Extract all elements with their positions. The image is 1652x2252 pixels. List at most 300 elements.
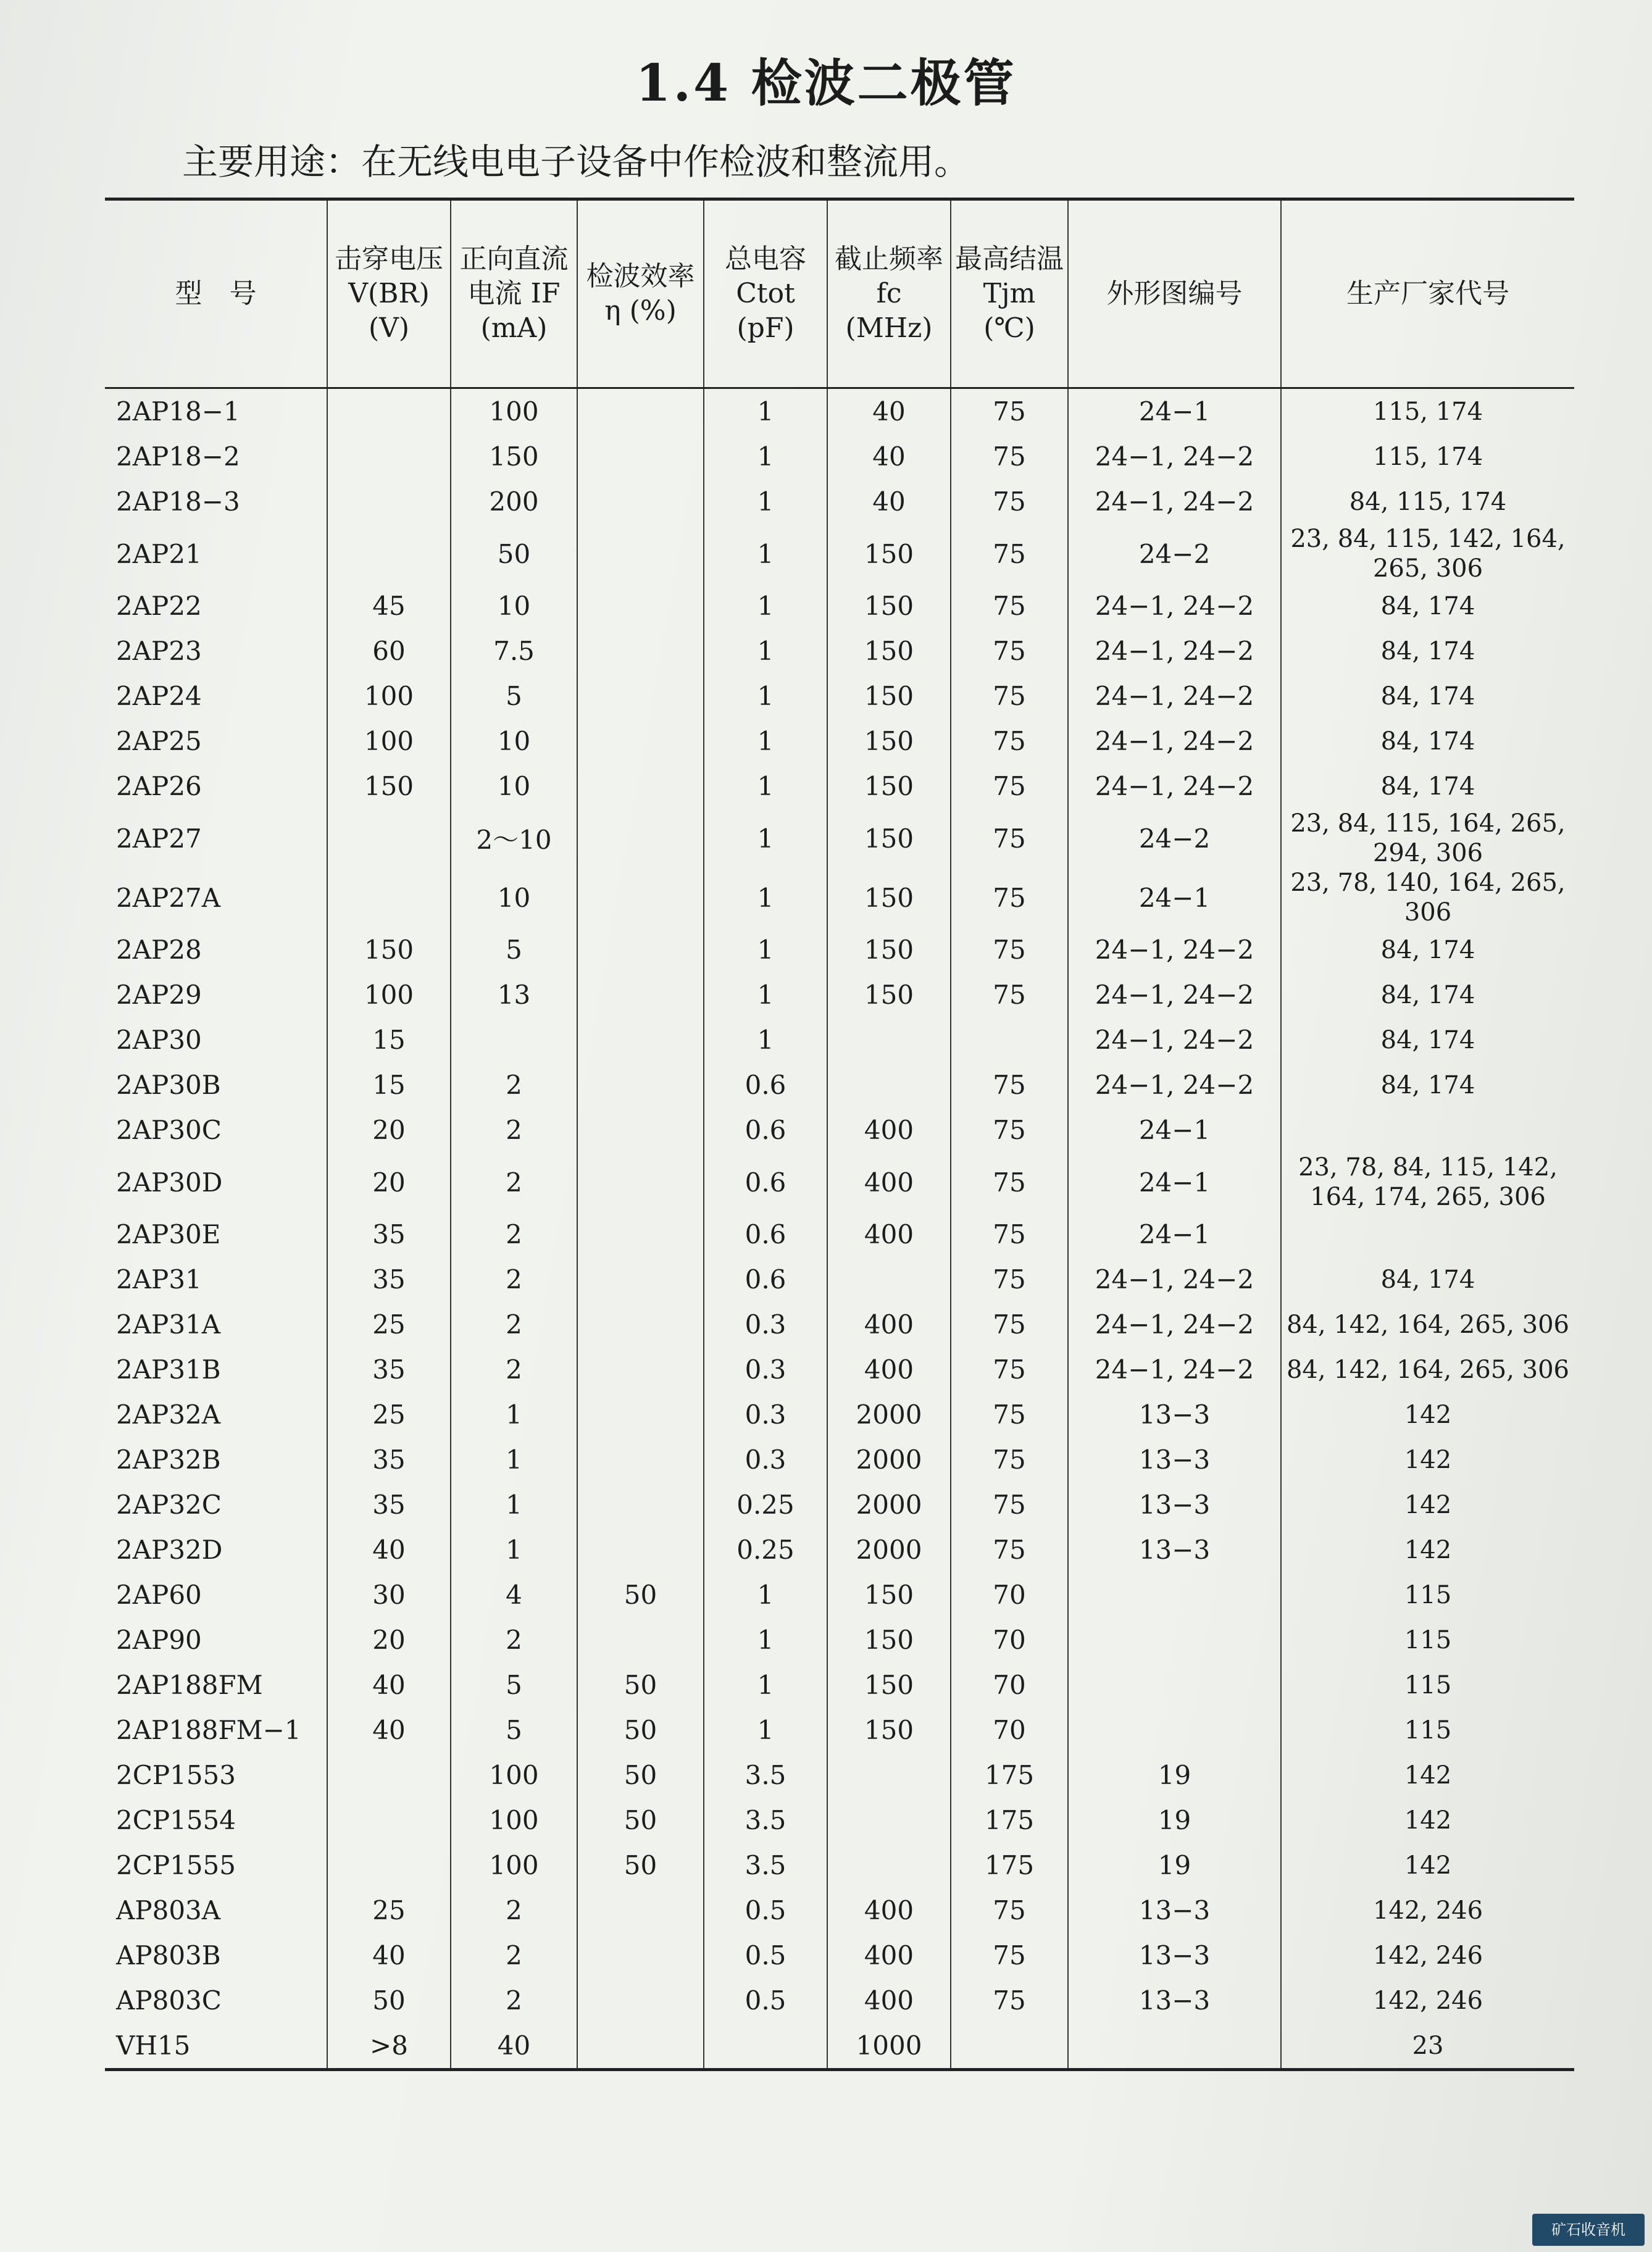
table-row: [105, 927, 1574, 972]
cell-outline: 24−1, 24−2: [1068, 1302, 1281, 1347]
cell-model: 2AP25: [116, 726, 202, 756]
cell-breakdown-voltage: 100: [327, 719, 451, 764]
cell-junction-temp: 75: [951, 1347, 1068, 1392]
cell-forward-current: 2～10: [451, 809, 577, 868]
cell-capacitance: 3.5: [704, 1843, 827, 1888]
cell-forward-current: 5: [451, 1662, 577, 1708]
cell-breakdown-voltage: [327, 479, 451, 524]
cell-maker: 84, 174: [1281, 1062, 1574, 1107]
cell-maker: [1281, 1212, 1574, 1257]
cell-outline: 24−1, 24−2: [1068, 1017, 1281, 1062]
cell-outline: 13−3: [1068, 1933, 1281, 1978]
cell-cutoff-freq: 150: [827, 868, 951, 927]
cell-maker: 142: [1281, 1392, 1574, 1437]
cell-capacitance: 3.5: [704, 1798, 827, 1843]
table-row: [105, 1753, 1574, 1798]
cell-forward-current: 2: [451, 1617, 577, 1662]
table-row: [105, 388, 1574, 435]
cell-efficiency: [577, 764, 704, 809]
cell-cutoff-freq: 150: [827, 1617, 951, 1662]
cell-maker: 142: [1281, 1482, 1574, 1527]
cell-model: 2AP18−3: [116, 486, 240, 517]
cell-cutoff-freq: 150: [827, 524, 951, 583]
cell-forward-current: 2: [451, 1212, 577, 1257]
cell-capacitance: 1: [704, 583, 827, 628]
header-total-capacitance: 总电容 Ctot (pF): [704, 199, 827, 388]
cell-breakdown-voltage: 20: [327, 1107, 451, 1153]
cell-breakdown-voltage: 35: [327, 1212, 451, 1257]
table-row: [105, 1662, 1574, 1708]
cell-model: AP803B: [116, 1940, 221, 1970]
cell-cutoff-freq: [827, 1257, 951, 1302]
cell-cutoff-freq: 1000: [827, 2023, 951, 2070]
cell-capacitance: 1: [704, 1572, 827, 1617]
cell-cutoff-freq: 2000: [827, 1527, 951, 1572]
cell-maker: 142, 246: [1281, 1888, 1574, 1933]
cell-breakdown-voltage: [327, 524, 451, 583]
cell-cutoff-freq: 400: [827, 1153, 951, 1212]
cell-forward-current: 1: [451, 1437, 577, 1482]
cell-junction-temp: 75: [951, 1212, 1068, 1257]
cell-efficiency: [577, 1257, 704, 1302]
cell-junction-temp: 75: [951, 1437, 1068, 1482]
cell-cutoff-freq: 150: [827, 972, 951, 1017]
cell-forward-current: 150: [451, 434, 577, 479]
cell-capacitance: 1: [704, 868, 827, 927]
table-row: [105, 479, 1574, 524]
cell-model: 2AP18−1: [116, 396, 240, 427]
cell-cutoff-freq: 400: [827, 1978, 951, 2023]
cell-model: 2AP26: [116, 771, 202, 801]
cell-cutoff-freq: 2000: [827, 1437, 951, 1482]
cell-efficiency: [577, 1437, 704, 1482]
cell-outline: 24−1, 24−2: [1068, 434, 1281, 479]
cell-outline: 24−2: [1068, 809, 1281, 868]
cell-forward-current: 2: [451, 1933, 577, 1978]
cell-breakdown-voltage: 20: [327, 1617, 451, 1662]
cell-breakdown-voltage: 15: [327, 1062, 451, 1107]
cell-efficiency: [577, 479, 704, 524]
cell-forward-current: 10: [451, 868, 577, 927]
cell-maker: 142: [1281, 1843, 1574, 1888]
cell-cutoff-freq: 400: [827, 1107, 951, 1153]
cell-forward-current: 13: [451, 972, 577, 1017]
cell-forward-current: 100: [451, 1753, 577, 1798]
table-row: [105, 583, 1574, 628]
cell-cutoff-freq: 150: [827, 809, 951, 868]
cell-maker: 142, 246: [1281, 1978, 1574, 2023]
cell-outline: 13−3: [1068, 1527, 1281, 1572]
cell-maker: 142: [1281, 1527, 1574, 1572]
cell-model: 2AP30E: [116, 1219, 221, 1249]
cell-outline: 13−3: [1068, 1482, 1281, 1527]
cell-maker: 142: [1281, 1753, 1574, 1798]
cell-forward-current: 50: [451, 524, 577, 583]
table-row: [105, 1302, 1574, 1347]
cell-cutoff-freq: [827, 1062, 951, 1107]
cell-maker: 84, 174: [1281, 1017, 1574, 1062]
cell-capacitance: 1: [704, 809, 827, 868]
cell-capacitance: [704, 2023, 827, 2070]
cell-breakdown-voltage: 60: [327, 628, 451, 674]
cell-forward-current: 1: [451, 1527, 577, 1572]
cell-breakdown-voltage: 100: [327, 674, 451, 719]
cell-junction-temp: 75: [951, 927, 1068, 972]
cell-efficiency: [577, 1107, 704, 1153]
cell-junction-temp: 75: [951, 1062, 1068, 1107]
cell-junction-temp: 75: [951, 1302, 1068, 1347]
cell-model: 2AP90: [116, 1625, 202, 1655]
cell-outline: 13−3: [1068, 1888, 1281, 1933]
cell-capacitance: 1: [704, 1017, 827, 1062]
cell-cutoff-freq: 150: [827, 719, 951, 764]
cell-efficiency: [577, 434, 704, 479]
cell-model: 2AP30B: [116, 1070, 221, 1100]
cell-efficiency: 50: [577, 1572, 704, 1617]
header-cutoff-frequency: 截止频率 fc (MHz): [827, 199, 951, 388]
cell-cutoff-freq: 400: [827, 1888, 951, 1933]
cell-cutoff-freq: 400: [827, 1933, 951, 1978]
cell-breakdown-voltage: [327, 388, 451, 435]
cell-capacitance: 1: [704, 524, 827, 583]
cell-junction-temp: 75: [951, 1888, 1068, 1933]
cell-efficiency: [577, 1212, 704, 1257]
cell-breakdown-voltage: 150: [327, 764, 451, 809]
cell-cutoff-freq: [827, 1017, 951, 1062]
table-row: [105, 1062, 1574, 1107]
table-row: [105, 434, 1574, 479]
cell-model: 2AP18−2: [116, 441, 240, 472]
cell-junction-temp: 70: [951, 1617, 1068, 1662]
cell-capacitance: 1: [704, 674, 827, 719]
cell-maker: 115: [1281, 1708, 1574, 1753]
cell-maker: 115: [1281, 1617, 1574, 1662]
cell-maker: 84, 174: [1281, 674, 1574, 719]
cell-efficiency: 50: [577, 1798, 704, 1843]
table-row: [105, 719, 1574, 764]
cell-efficiency: 50: [577, 1662, 704, 1708]
cell-cutoff-freq: 150: [827, 583, 951, 628]
cell-capacitance: 0.6: [704, 1257, 827, 1302]
cell-model: 2CP1553: [116, 1760, 236, 1790]
cell-outline: 24−1, 24−2: [1068, 972, 1281, 1017]
cell-outline: 19: [1068, 1798, 1281, 1843]
table-row: [105, 1212, 1574, 1257]
cell-breakdown-voltage: 25: [327, 1888, 451, 1933]
cell-cutoff-freq: 150: [827, 628, 951, 674]
cell-efficiency: [577, 719, 704, 764]
cell-breakdown-voltage: [327, 809, 451, 868]
header-outline-drawing: 外形图编号: [1068, 199, 1281, 388]
cell-capacitance: 0.5: [704, 1978, 827, 2023]
table-row: [105, 1798, 1574, 1843]
cell-outline: 24−1, 24−2: [1068, 583, 1281, 628]
cell-junction-temp: 75: [951, 1107, 1068, 1153]
cell-maker: 142, 246: [1281, 1933, 1574, 1978]
cell-efficiency: [577, 674, 704, 719]
header-manufacturer-code: 生产厂家代号: [1281, 199, 1574, 388]
cell-junction-temp: 175: [951, 1798, 1068, 1843]
table-row: [105, 628, 1574, 674]
cell-model: 2AP31: [116, 1264, 202, 1295]
cell-breakdown-voltage: 50: [327, 1978, 451, 2023]
table-header-row: [105, 199, 1574, 388]
cell-outline: 13−3: [1068, 1978, 1281, 2023]
cell-efficiency: [577, 583, 704, 628]
table-row: [105, 1527, 1574, 1572]
site-watermark: 矿石收音机: [1532, 2214, 1645, 2246]
cell-cutoff-freq: 150: [827, 674, 951, 719]
cell-maker: 142: [1281, 1437, 1574, 1482]
cell-cutoff-freq: 150: [827, 927, 951, 972]
table-row: [105, 1257, 1574, 1302]
cell-forward-current: 5: [451, 674, 577, 719]
cell-breakdown-voltage: [327, 1798, 451, 1843]
cell-capacitance: 3.5: [704, 1753, 827, 1798]
cell-model: 2AP27: [116, 823, 202, 854]
cell-efficiency: [577, 2023, 704, 2070]
cell-outline: 24−1: [1068, 388, 1281, 435]
cell-capacitance: 0.5: [704, 1888, 827, 1933]
cell-junction-temp: 75: [951, 388, 1068, 435]
cell-forward-current: 2: [451, 1347, 577, 1392]
cell-efficiency: [577, 1017, 704, 1062]
cell-junction-temp: 75: [951, 719, 1068, 764]
cell-outline: 19: [1068, 1753, 1281, 1798]
cell-efficiency: [577, 1978, 704, 2023]
header-forward-current: 正向直流电流 IF (mA): [451, 199, 577, 388]
cell-capacitance: 0.6: [704, 1153, 827, 1212]
cell-forward-current: 2: [451, 1062, 577, 1107]
cell-forward-current: 10: [451, 583, 577, 628]
cell-junction-temp: 75: [951, 1482, 1068, 1527]
cell-efficiency: [577, 868, 704, 927]
cell-maker: 84, 174: [1281, 1257, 1574, 1302]
table-row: [105, 1017, 1574, 1062]
cell-model: AP803A: [116, 1895, 221, 1925]
cell-efficiency: [577, 1933, 704, 1978]
table-row: [105, 524, 1574, 583]
cell-capacitance: 1: [704, 927, 827, 972]
cell-capacitance: 1: [704, 764, 827, 809]
cell-model: 2AP32A: [116, 1399, 221, 1430]
cell-maker: 23, 84, 115, 164, 265, 294, 306: [1281, 809, 1574, 868]
cell-capacitance: 0.25: [704, 1482, 827, 1527]
cell-cutoff-freq: 2000: [827, 1392, 951, 1437]
cell-efficiency: 50: [577, 1708, 704, 1753]
cell-junction-temp: 70: [951, 1662, 1068, 1708]
cell-capacitance: 0.6: [704, 1212, 827, 1257]
table-row: [105, 809, 1574, 868]
cell-outline: 24−1: [1068, 1153, 1281, 1212]
cell-model: 2AP30C: [116, 1115, 222, 1145]
cell-efficiency: [577, 1482, 704, 1527]
usage-description: 主要用途：在无线电电子设备中作检波和整流用。: [182, 141, 970, 183]
table-row: [105, 1888, 1574, 1933]
cell-maker: 84, 174: [1281, 764, 1574, 809]
cell-breakdown-voltage: 100: [327, 972, 451, 1017]
cell-efficiency: 50: [577, 1843, 704, 1888]
cell-junction-temp: 75: [951, 809, 1068, 868]
cell-maker: 23, 84, 115, 142, 164, 265, 306: [1281, 524, 1574, 583]
cell-breakdown-voltage: 40: [327, 1662, 451, 1708]
cell-efficiency: [577, 1527, 704, 1572]
cell-outline: 24−1, 24−2: [1068, 764, 1281, 809]
cell-junction-temp: 175: [951, 1753, 1068, 1798]
cell-breakdown-voltage: 15: [327, 1017, 451, 1062]
cell-model: 2AP30: [116, 1025, 202, 1055]
cell-maker: 142: [1281, 1798, 1574, 1843]
cell-outline: 24−1, 24−2: [1068, 1257, 1281, 1302]
table-row: [105, 1978, 1574, 2023]
cell-junction-temp: 70: [951, 1572, 1068, 1617]
cell-outline: 13−3: [1068, 1437, 1281, 1482]
cell-junction-temp: 75: [951, 868, 1068, 927]
cell-junction-temp: 75: [951, 524, 1068, 583]
cell-junction-temp: 70: [951, 1708, 1068, 1753]
cell-outline: 19: [1068, 1843, 1281, 1888]
cell-maker: 84, 115, 174: [1281, 479, 1574, 524]
cell-junction-temp: [951, 1017, 1068, 1062]
cell-forward-current: 2: [451, 1107, 577, 1153]
cell-capacitance: 1: [704, 972, 827, 1017]
cell-forward-current: 2: [451, 1153, 577, 1212]
cell-model: 2AP32B: [116, 1445, 221, 1475]
cell-forward-current: 1: [451, 1482, 577, 1527]
cell-forward-current: 10: [451, 719, 577, 764]
cell-maker: 115: [1281, 1572, 1574, 1617]
cell-efficiency: [577, 809, 704, 868]
cell-model: 2AP24: [116, 681, 202, 711]
cell-breakdown-voltage: 25: [327, 1392, 451, 1437]
table-row: [105, 1347, 1574, 1392]
cell-breakdown-voltage: 45: [327, 583, 451, 628]
cell-maker: 23, 78, 140, 164, 265, 306: [1281, 868, 1574, 927]
cell-forward-current: 1: [451, 1392, 577, 1437]
cell-efficiency: [577, 1888, 704, 1933]
cell-maker: 84, 142, 164, 265, 306: [1281, 1347, 1574, 1392]
cell-junction-temp: 75: [951, 1978, 1068, 2023]
cell-forward-current: 100: [451, 1843, 577, 1888]
table-row: [105, 1437, 1574, 1482]
cell-model: 2AP32D: [116, 1535, 223, 1565]
cell-junction-temp: 75: [951, 972, 1068, 1017]
cell-model: 2AP28: [116, 935, 202, 965]
cell-breakdown-voltage: [327, 868, 451, 927]
cell-efficiency: [577, 1347, 704, 1392]
cell-outline: 24−1, 24−2: [1068, 1062, 1281, 1107]
cell-capacitance: 1: [704, 1662, 827, 1708]
cell-maker: 23, 78, 84, 115, 142, 164, 174, 265, 306: [1281, 1153, 1574, 1212]
cell-efficiency: 50: [577, 1753, 704, 1798]
cell-capacitance: 1: [704, 719, 827, 764]
cell-model: 2AP188FM: [116, 1670, 263, 1700]
cell-outline: 24−2: [1068, 524, 1281, 583]
cell-model: 2AP32C: [116, 1490, 222, 1520]
cell-breakdown-voltage: 30: [327, 1572, 451, 1617]
cell-breakdown-voltage: 25: [327, 1302, 451, 1347]
cell-junction-temp: 75: [951, 674, 1068, 719]
cell-forward-current: [451, 1017, 577, 1062]
cell-cutoff-freq: 40: [827, 479, 951, 524]
cell-capacitance: 0.25: [704, 1527, 827, 1572]
table-row: [105, 1392, 1574, 1437]
cell-model: 2AP27A: [116, 882, 221, 913]
cell-junction-temp: [951, 2023, 1068, 2070]
cell-outline: 13−3: [1068, 1392, 1281, 1437]
cell-capacitance: 0.3: [704, 1347, 827, 1392]
cell-junction-temp: 75: [951, 1257, 1068, 1302]
cell-cutoff-freq: 400: [827, 1302, 951, 1347]
cell-efficiency: [577, 972, 704, 1017]
cell-cutoff-freq: [827, 1753, 951, 1798]
cell-cutoff-freq: 150: [827, 764, 951, 809]
cell-capacitance: 0.5: [704, 1933, 827, 1978]
cell-model: 2CP1555: [116, 1850, 236, 1880]
cell-cutoff-freq: 150: [827, 1708, 951, 1753]
cell-outline: 24−1, 24−2: [1068, 674, 1281, 719]
header-max-junction-temp: 最高结温 Tjm (℃): [951, 199, 1068, 388]
cell-cutoff-freq: 400: [827, 1347, 951, 1392]
cell-breakdown-voltage: >8: [327, 2023, 451, 2070]
cell-breakdown-voltage: [327, 1843, 451, 1888]
cell-model: 2AP31B: [116, 1354, 221, 1385]
cell-model: 2AP21: [116, 538, 202, 569]
table-row: [105, 868, 1574, 927]
table-row: [105, 1153, 1574, 1212]
table-row: [105, 2023, 1574, 2070]
cell-capacitance: 1: [704, 1617, 827, 1662]
cell-capacitance: 0.6: [704, 1107, 827, 1153]
cell-forward-current: 100: [451, 1798, 577, 1843]
cell-maker: 23: [1281, 2023, 1574, 2070]
cell-cutoff-freq: 150: [827, 1572, 951, 1617]
cell-capacitance: 1: [704, 628, 827, 674]
cell-efficiency: [577, 388, 704, 435]
cell-forward-current: 5: [451, 1708, 577, 1753]
cell-maker: 115: [1281, 1662, 1574, 1708]
cell-outline: 24−1, 24−2: [1068, 479, 1281, 524]
cell-forward-current: 4: [451, 1572, 577, 1617]
cell-forward-current: 40: [451, 2023, 577, 2070]
cell-outline: 24−1, 24−2: [1068, 628, 1281, 674]
cell-capacitance: 1: [704, 434, 827, 479]
cell-model: 2CP1554: [116, 1805, 236, 1835]
cell-efficiency: [577, 927, 704, 972]
cell-junction-temp: 75: [951, 434, 1068, 479]
cell-model: 2AP60: [116, 1580, 202, 1610]
cell-capacitance: 0.6: [704, 1062, 827, 1107]
cell-junction-temp: 75: [951, 1153, 1068, 1212]
cell-model: 2AP22: [116, 591, 202, 621]
diode-spec-table: [105, 198, 1574, 2071]
cell-forward-current: 2: [451, 1978, 577, 2023]
cell-model: 2AP31A: [116, 1309, 221, 1340]
cell-capacitance: 1: [704, 1708, 827, 1753]
cell-model: 2AP29: [116, 980, 202, 1010]
cell-junction-temp: 175: [951, 1843, 1068, 1888]
cell-outline: [1068, 1617, 1281, 1662]
cell-junction-temp: 75: [951, 583, 1068, 628]
table-row: [105, 1708, 1574, 1753]
cell-model: 2AP23: [116, 636, 202, 666]
cell-maker: 84, 174: [1281, 972, 1574, 1017]
cell-efficiency: [577, 524, 704, 583]
cell-maker: 84, 174: [1281, 927, 1574, 972]
cell-breakdown-voltage: 20: [327, 1153, 451, 1212]
cell-maker: [1281, 1107, 1574, 1153]
cell-outline: 24−1, 24−2: [1068, 1347, 1281, 1392]
